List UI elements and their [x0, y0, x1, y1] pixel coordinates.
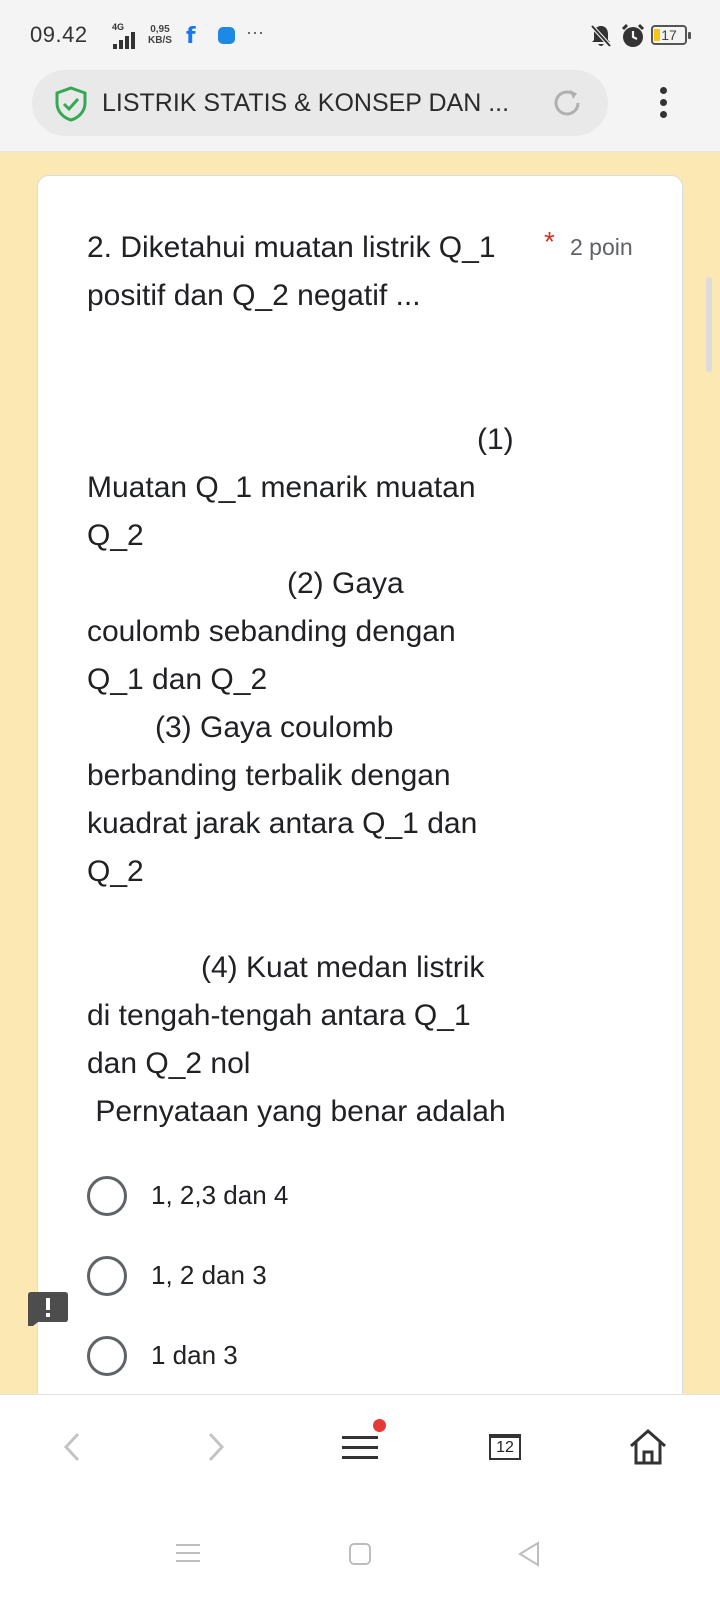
page-title: LISTRIK STATIS & KONSEP DAN ...	[102, 89, 510, 117]
option-label: 1 dan 3	[151, 1340, 238, 1370]
question-line: (4) Kuat medan listrik	[201, 951, 485, 984]
browser-menu-button[interactable]	[651, 87, 675, 121]
address-bar[interactable]	[32, 70, 608, 136]
network-speed	[148, 24, 172, 46]
alarm-icon	[620, 23, 646, 49]
browser-bottom-nav	[0, 1394, 720, 1500]
chevron-right-icon	[205, 1430, 227, 1464]
question-line: Muatan Q_1 menarik muatan	[87, 471, 476, 504]
menu-button[interactable]	[330, 1417, 390, 1477]
notification-dot	[373, 1419, 386, 1432]
question-line: coulomb sebanding dengan	[87, 615, 456, 648]
facebook-icon: f	[186, 24, 196, 49]
answer-option[interactable]	[87, 1336, 587, 1394]
answer-option[interactable]	[87, 1256, 587, 1336]
tab-count: 12	[489, 1434, 521, 1460]
more-notifications-icon: ···	[246, 22, 264, 42]
mute-bell-icon	[590, 24, 612, 48]
question-line: di tengah-tengah antara Q_1	[87, 999, 471, 1032]
reload-icon[interactable]	[550, 86, 584, 120]
browser-toolbar	[0, 70, 720, 152]
scrollbar[interactable]	[706, 277, 712, 372]
signal-icon	[113, 32, 135, 49]
back-button[interactable]	[42, 1417, 102, 1477]
question-line: (1)	[477, 423, 514, 456]
shield-check-icon	[54, 86, 88, 122]
option-label: 1, 2 dan 3	[151, 1260, 267, 1290]
question-line: Q_2	[87, 519, 144, 552]
radio-button[interactable]	[87, 1256, 127, 1296]
answer-options	[87, 1176, 587, 1394]
home-button[interactable]	[618, 1417, 678, 1477]
question-body	[87, 416, 537, 1136]
question-line: kuadrat jarak antara Q_1 dan	[87, 807, 478, 840]
tabs-button[interactable]	[474, 1417, 534, 1477]
question-title: 2. Diketahui muatan listrik Q_1 positif dan Q_2 negatif ...	[87, 231, 496, 312]
network-type: 4G	[112, 22, 125, 32]
question-line: dan Q_2 nol	[87, 1047, 251, 1080]
system-navigation-bar	[0, 1500, 720, 1600]
question-card	[37, 175, 683, 1394]
option-label: 1, 2,3 dan 4	[151, 1180, 289, 1210]
chevron-left-icon	[61, 1430, 83, 1464]
back-triangle-icon[interactable]	[516, 1540, 542, 1568]
battery-level: 17	[661, 27, 677, 43]
answer-option[interactable]	[87, 1176, 587, 1256]
page-content[interactable]	[0, 152, 720, 1394]
hamburger-icon	[341, 1432, 379, 1462]
battery-icon	[651, 25, 687, 45]
app-notification-icon	[218, 27, 235, 44]
radio-button[interactable]	[87, 1336, 127, 1376]
question-line: Q_2	[87, 855, 144, 888]
question-line: Q_1 dan Q_2	[87, 663, 268, 696]
forward-button[interactable]	[186, 1417, 246, 1477]
question-line: berbanding terbalik dengan	[87, 759, 451, 792]
question-line	[87, 896, 537, 944]
feedback-icon[interactable]	[28, 1292, 68, 1326]
status-bar	[0, 0, 720, 70]
question-line: (3) Gaya coulomb	[155, 711, 394, 744]
question-points: 2 poin	[570, 234, 633, 260]
question-line: Pernyataan yang benar adalah	[87, 1095, 506, 1128]
network-speed-value: 0,95	[150, 24, 170, 35]
question-line: (2) Gaya	[287, 567, 404, 600]
recent-apps-icon[interactable]	[176, 1542, 200, 1564]
required-mark: *	[544, 226, 555, 257]
home-square-icon[interactable]	[348, 1542, 372, 1566]
home-icon	[628, 1428, 668, 1466]
radio-button[interactable]	[87, 1176, 127, 1216]
network-speed-unit: KB/S	[148, 35, 172, 46]
status-time: 09.42	[30, 22, 88, 47]
